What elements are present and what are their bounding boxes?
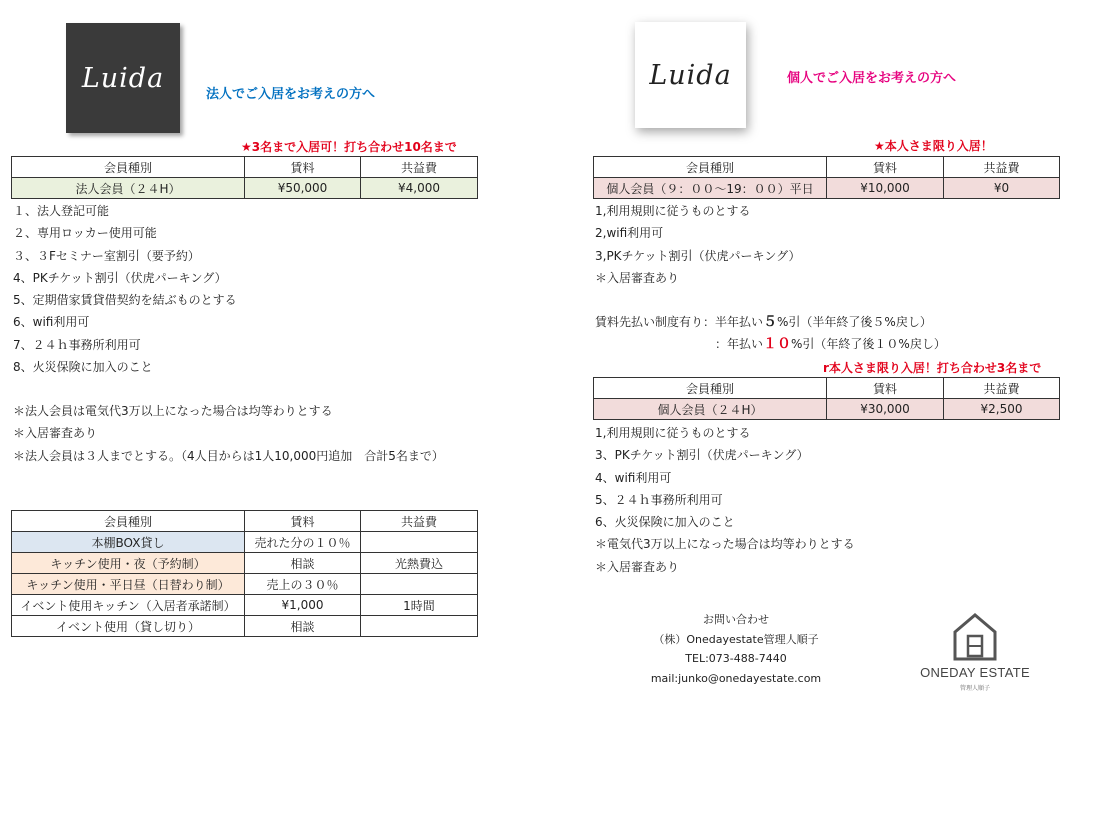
oneday-estate-logo [915, 612, 1035, 696]
list-item: 1,利用規則に従うものとする [595, 426, 751, 440]
list-item: 1,利用規則に従うものとする [595, 204, 751, 218]
table-cell: ¥1,000 [245, 595, 361, 616]
table-row [12, 178, 478, 199]
list-item: ＊入居審査あり [595, 270, 680, 285]
house-icon [952, 612, 998, 662]
individual-24h-note: r本人さま限り入居！打ち合わせ3名まで [823, 361, 1042, 375]
list-item: 8、火災保険に加入のこと [13, 360, 153, 375]
table-cell: ¥4,000 [361, 178, 478, 199]
logo-text: Luida [649, 59, 732, 91]
table-header-row [594, 157, 1060, 178]
list-item: ＊入居審査あり [595, 559, 680, 574]
corporate-notes-list [13, 400, 444, 467]
table-cell: ¥30,000 [827, 399, 944, 420]
table-cell: キッチン使用・夜（予約制） [12, 553, 245, 574]
table-cell: 相談 [245, 553, 361, 574]
list-item: 4、PKチケット割引（伏虎パーキング） [13, 270, 227, 285]
header-cell: 賃料 [245, 157, 361, 178]
individual-24h-items-list [595, 422, 855, 578]
list-item: ２、専用ロッカー使用可能 [13, 226, 157, 241]
table-cell: 法人会員（２４H） [12, 178, 245, 199]
header-cell: 会員種別 [594, 157, 827, 178]
table-cell: イベント使用（貸し切り） [12, 616, 245, 637]
header-cell: 賃料 [245, 511, 361, 532]
brand-name: ONEDAY ESTATE [920, 665, 1030, 680]
table-cell: 相談 [245, 616, 361, 637]
contact-block [630, 610, 842, 688]
header-cell: 賃料 [827, 378, 944, 399]
table-row [12, 595, 478, 616]
table-cell: 個人会員（２４H） [594, 399, 827, 420]
table-header-row [594, 378, 1060, 399]
prepayment-discount [595, 311, 946, 356]
table-cell: ¥0 [944, 178, 1060, 199]
table-row [594, 399, 1060, 420]
table-cell [361, 574, 478, 595]
list-item: 5、２４ｈ事務所利用可 [595, 492, 723, 507]
table-cell: 売上の３０％ [245, 574, 361, 595]
contact-phone[interactable]: TEL:073-488-7440 [685, 652, 787, 665]
corporate-heading: 法人でご入居をお考えの方へ [206, 87, 376, 102]
table-row [12, 574, 478, 595]
table-cell: ¥10,000 [827, 178, 944, 199]
header-cell: 共益費 [361, 511, 478, 532]
corporate-price-table [11, 156, 478, 199]
contact-email[interactable]: mail:junko@onedayestate.com [650, 671, 822, 685]
list-item: 6、火災保険に加入のこと [595, 515, 735, 530]
header-cell: 共益費 [361, 157, 478, 178]
list-item: 6、wifi利用可 [13, 315, 90, 330]
table-row [594, 178, 1060, 199]
header-cell: 賃料 [827, 157, 944, 178]
logo-text: Luida [81, 62, 165, 94]
corporate-note: ★3名まで入居可！打ち合わせ10名まで [241, 140, 457, 154]
list-item: 5、定期借家賃貸借契約を結ぶものとする [13, 293, 237, 308]
luida-logo-light [635, 22, 746, 128]
table-row [12, 532, 478, 553]
table-cell: 光熱費込 [361, 553, 478, 574]
brand-subtitle: 管理人順子 [959, 685, 990, 692]
luida-logo-dark [66, 23, 180, 133]
table-cell: キッチン使用・平日昼（日替わり制） [12, 574, 245, 595]
list-item: 2,wifi利用可 [595, 226, 664, 241]
contact-company: （株）Onedayestate管理人順子 [653, 632, 819, 646]
list-item: ＊電気代3万以上になった場合は均等わりとする [595, 537, 855, 552]
individual-heading: 個人でご入居をお考えの方へ [787, 71, 957, 86]
header-cell: 会員種別 [12, 157, 245, 178]
list-item: ＊入居審査あり [13, 426, 98, 441]
header-cell: 会員種別 [12, 511, 245, 532]
header-cell: 会員種別 [594, 378, 827, 399]
discount-half-year: 賃料先払い制度有り：半年払い５%引（半年終了後５%戻し） [595, 314, 932, 330]
individual-weekday-table [593, 156, 1060, 199]
list-item: ３、３Fセミナー室割引（要予約） [13, 248, 200, 263]
corporate-items-list [13, 200, 237, 378]
table-cell: ¥2,500 [944, 399, 1060, 420]
individual-items-list [595, 200, 800, 289]
table-cell: イベント使用キッチン（入居者承諾制） [12, 595, 245, 616]
table-cell: 売れた分の１０％ [245, 532, 361, 553]
header-cell: 共益費 [944, 378, 1060, 399]
individual-note: ★本人さま限り入居！ [874, 139, 993, 153]
table-header-row [12, 511, 478, 532]
table-cell [361, 532, 478, 553]
table-cell: 1時間 [361, 595, 478, 616]
list-item: ＊法人会員は電気代3万以上になった場合は均等わりとする [13, 404, 333, 418]
table-cell: 個人会員（９：００〜19：００）平日 [594, 178, 827, 199]
header-cell: 共益費 [944, 157, 1060, 178]
list-item: 7、２４ｈ事務所利用可 [13, 337, 141, 352]
list-item: １、法人登記可能 [13, 204, 110, 218]
list-item: ＊法人会員は３人までとする。（4人目からは1人10,000円追加 合計5名まで） [13, 448, 444, 463]
individual-24h-table [593, 377, 1060, 420]
discount-full-year: ：年払い１０%引（年終了後１０%戻し） [715, 336, 946, 353]
table-header-row [12, 157, 478, 178]
options-price-table [11, 510, 478, 637]
table-cell: ¥50,000 [245, 178, 361, 199]
table-cell [361, 616, 478, 637]
contact-title: お問い合わせ [703, 613, 769, 626]
table-row [12, 553, 478, 574]
list-item: 3,PKチケット割引（伏虎パーキング） [595, 248, 801, 263]
list-item: 4、wifi利用可 [595, 470, 672, 485]
table-cell: 本棚BOX貸し [12, 532, 245, 553]
list-item: 3、PKチケット割引（伏虎パーキング） [595, 448, 809, 463]
table-row [12, 616, 478, 637]
